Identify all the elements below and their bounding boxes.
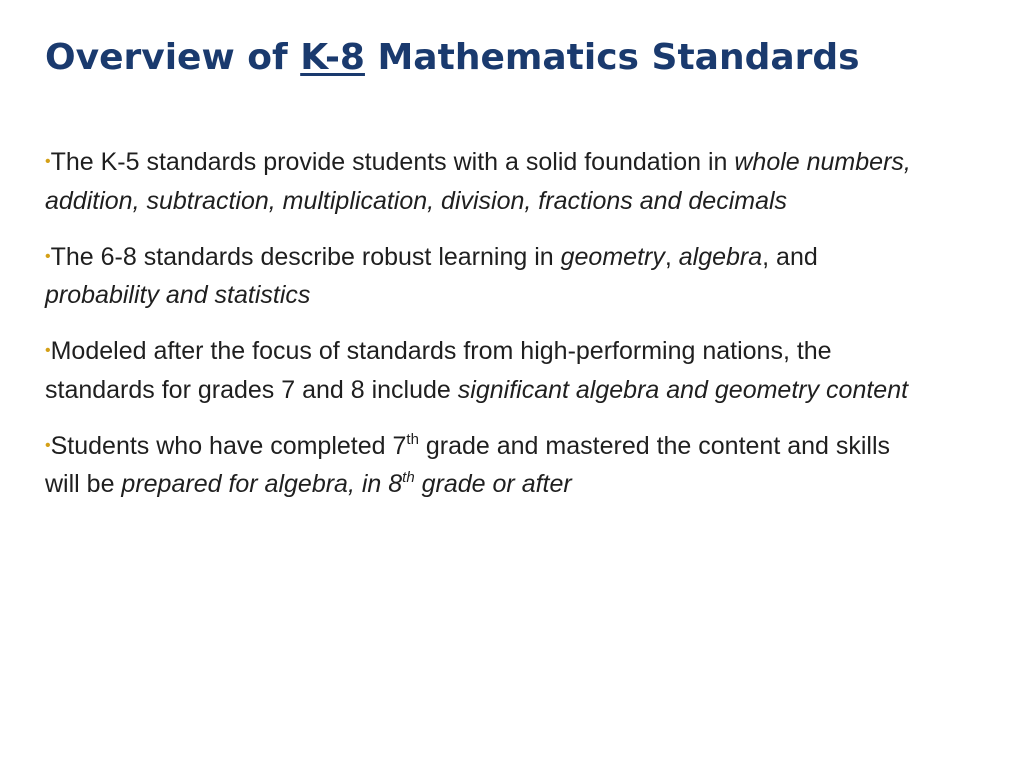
- bullet-emphasis: significant algebra and geometry content: [457, 375, 909, 404]
- bullet-text: , and: [762, 242, 818, 271]
- bullet-emphasis: whole numbers, addition, subtraction, multiplication, division, fractions and decimals: [45, 148, 911, 215]
- bullet-item-6-8: [45, 238, 925, 315]
- bullet-text: The 6-8 standards describe robust learning in: [50, 242, 561, 271]
- bullet-emphasis-part: prepared for algebra, in 8: [121, 470, 403, 498]
- bullet-icon: •: [45, 342, 51, 359]
- bullet-item-grades-7-8: [45, 332, 925, 409]
- bullet-icon: •: [45, 436, 51, 454]
- title-k8-link[interactable]: K-8: [300, 37, 365, 78]
- bullet-emphasis-geometry: geometry: [560, 242, 665, 271]
- bullet-item-algebra-readiness: [45, 427, 925, 504]
- bullet-emphasis: [121, 470, 571, 498]
- ordinal-suffix: th: [406, 430, 419, 448]
- bullet-emphasis-algebra: algebra: [678, 242, 763, 271]
- bullet-text: The K-5 standards provide students with a solid foundation in: [50, 148, 735, 176]
- bullet-icon: •: [45, 153, 51, 170]
- bullet-text: ,: [664, 242, 679, 271]
- title-prefix: Overview of: [45, 37, 301, 78]
- ordinal-suffix: th: [402, 469, 415, 486]
- bullet-emphasis-probability: probability and statistics: [45, 281, 311, 309]
- bullet-list: [45, 143, 925, 521]
- bullet-item-k5: [45, 143, 925, 220]
- title-suffix: Mathematics Standards: [364, 37, 860, 78]
- bullet-text: grade and mastered the content and skills will be: [45, 431, 891, 498]
- slide-title: [45, 34, 860, 82]
- bullet-text: Students who have completed 7: [50, 431, 407, 460]
- bullet-emphasis-part: grade or after: [414, 470, 572, 498]
- bullet-text: Modeled after the focus of standards from high-performing nations, the standards for grades 7 and 8 include: [45, 337, 832, 404]
- bullet-icon: •: [45, 247, 51, 265]
